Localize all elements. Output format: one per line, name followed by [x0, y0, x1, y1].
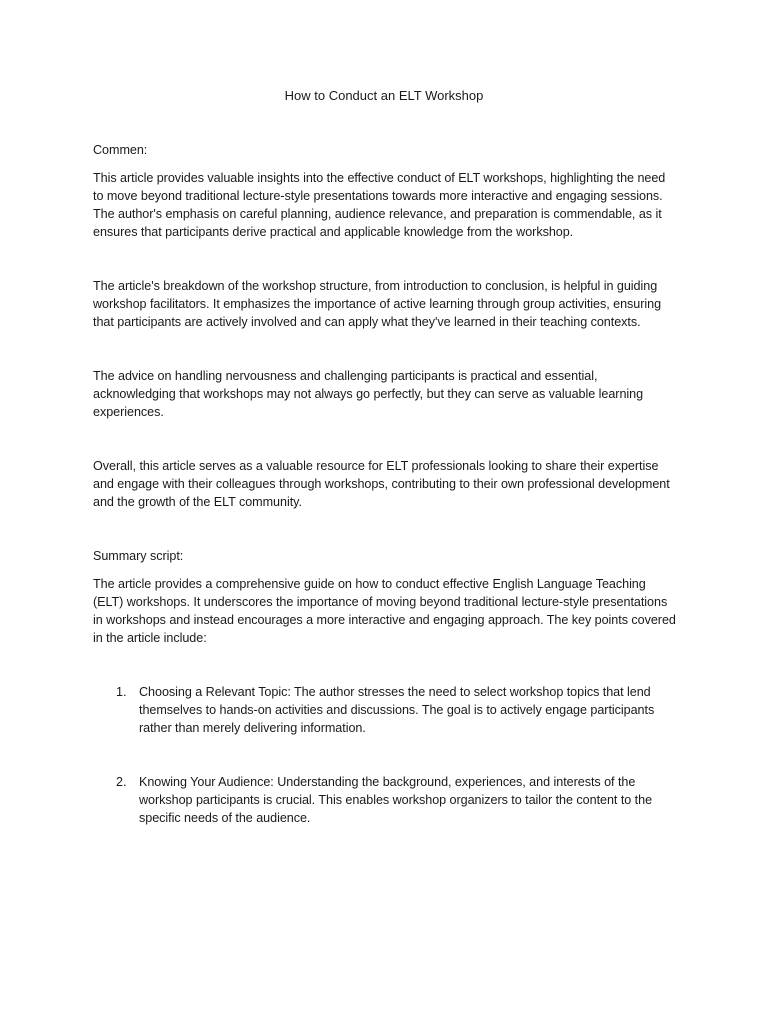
- key-points-list: [93, 683, 678, 827]
- comment-paragraph-2: The article's breakdown of the workshop structure, from introduction to conclusion, is helpful in guiding workshop facilitators. It emphasizes the importance of active learning through group activities, ensuring that participants are actively involved and can apply what they've learned in their teaching contexts.: [93, 279, 662, 329]
- comment-paragraph-4: Overall, this article serves as a valuable resource for ELT professionals looking to share their expertise and engage with their colleagues through workshops, contributing to their own professional development and the growth of the ELT community.: [93, 459, 670, 509]
- list-item-text: Knowing Your Audience: Understanding the background, experiences, and interests of the workshop participants is crucial. This enables workshop organizers to tailor the content to the specific needs of the audience.: [139, 775, 653, 825]
- comment-label: Commen:: [93, 143, 148, 157]
- summary-label: Summary script:: [93, 549, 184, 563]
- list-item-number: 1.: [116, 685, 127, 699]
- list-item: [93, 773, 678, 827]
- summary-intro: The article provides a comprehensive guide on how to conduct effective English Language Teaching (ELT) workshops. It underscores the importance of moving beyond traditional lecture-style presentations in workshops and instead encourages a more interactive and engaging approach. The key points covered in the article include:: [93, 577, 676, 645]
- comment-paragraph-1: This article provides valuable insights into the effective conduct of ELT workshops, highlighting the need to move beyond traditional lecture-style presentations towards more interactive and engaging sessions. The author's emphasis on careful planning, audience relevance, and preparation is commendable, as it ensures that participants derive practical and applicable knowledge from the workshop.: [93, 171, 666, 239]
- document-body: [93, 141, 678, 863]
- document-title: How to Conduct an ELT Workshop: [284, 88, 484, 103]
- list-item-number: 2.: [116, 775, 127, 789]
- list-item-text: Choosing a Relevant Topic: The author stresses the need to select workshop topics that lend themselves to hands-on activities and discussions. The goal is to actively engage participants rather than merely delivering information.: [139, 685, 655, 735]
- list-item: [93, 683, 678, 737]
- comment-paragraph-3: The advice on handling nervousness and challenging participants is practical and essential, acknowledging that workshops may not always go perfectly, but they can serve as valuable learning experiences.: [93, 369, 644, 419]
